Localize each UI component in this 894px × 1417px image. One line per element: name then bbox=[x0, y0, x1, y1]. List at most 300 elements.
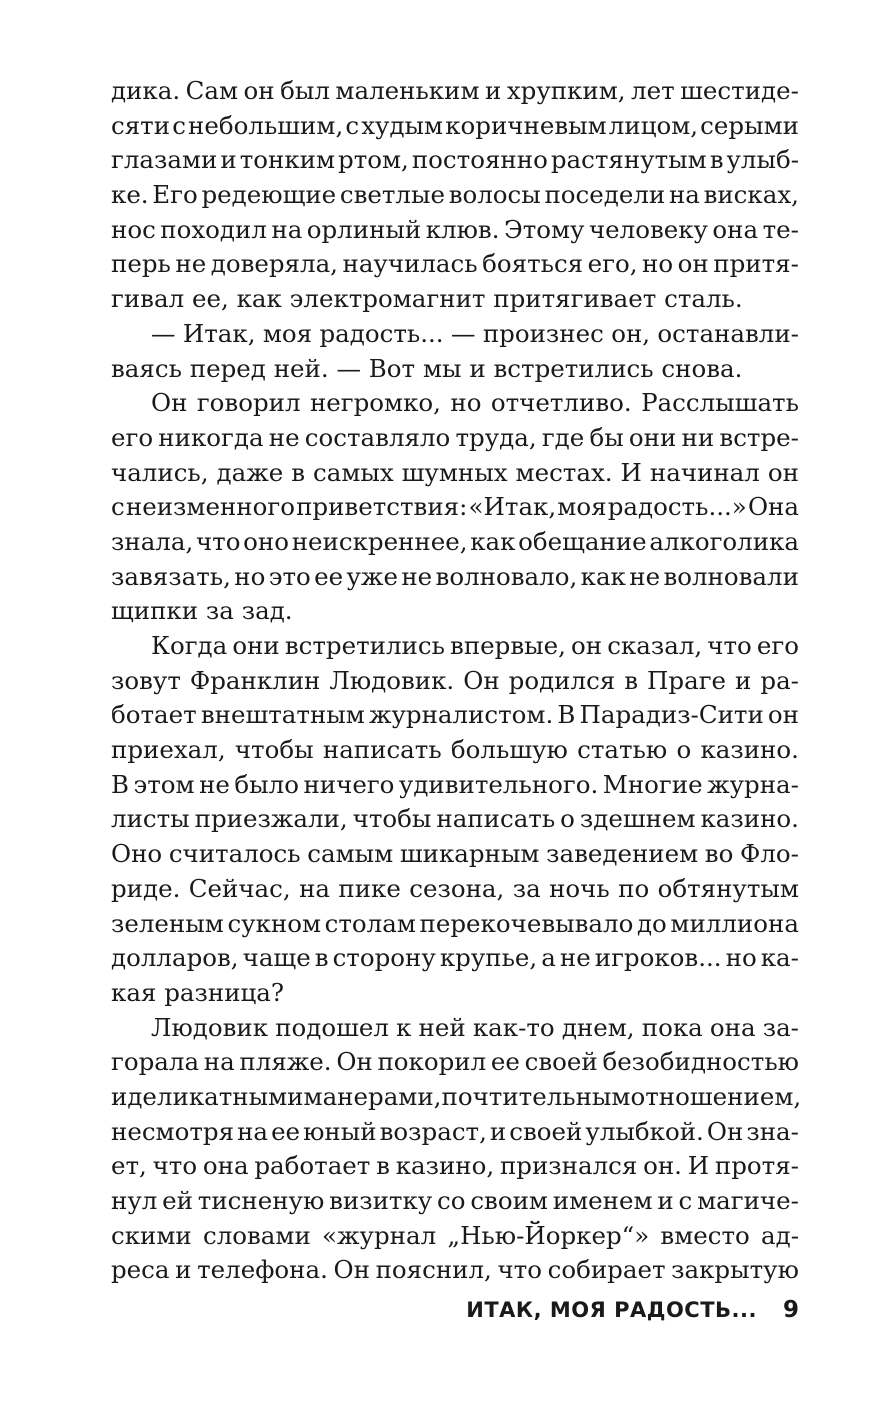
word: не bbox=[175, 249, 207, 279]
word: о bbox=[676, 735, 692, 765]
word: казино, bbox=[395, 1151, 495, 1181]
word: встре- bbox=[719, 422, 799, 452]
word: нос bbox=[111, 214, 156, 244]
word: она bbox=[202, 1151, 249, 1181]
word: «Итак, bbox=[468, 492, 557, 522]
word: он bbox=[767, 457, 799, 487]
word: моя bbox=[557, 492, 607, 522]
word: безобидностью bbox=[602, 1047, 799, 1077]
word: — bbox=[336, 353, 361, 383]
word: он. bbox=[643, 1151, 682, 1181]
word: перь bbox=[111, 249, 171, 279]
word: ее, bbox=[191, 284, 229, 314]
word: тисненую bbox=[197, 1186, 325, 1215]
word: Сейчас, bbox=[188, 873, 291, 903]
word: как bbox=[236, 284, 282, 314]
word: а bbox=[541, 943, 556, 973]
word: „Нью-Йоркер“» bbox=[447, 1220, 650, 1250]
word: что bbox=[152, 1151, 198, 1181]
word: за bbox=[512, 873, 541, 903]
word: в bbox=[291, 457, 306, 487]
text-line bbox=[111, 802, 799, 837]
word: словами bbox=[202, 1220, 311, 1250]
text-line bbox=[111, 594, 799, 629]
word: почтительным bbox=[441, 1081, 631, 1111]
word: не bbox=[199, 769, 230, 799]
text-line bbox=[111, 664, 799, 699]
word: бы bbox=[589, 422, 624, 452]
word: закрытую bbox=[671, 1255, 799, 1285]
word: по bbox=[618, 873, 650, 903]
word: как-то bbox=[472, 1012, 555, 1042]
word: его, bbox=[587, 249, 638, 279]
text-line bbox=[111, 247, 799, 282]
text-line bbox=[111, 629, 799, 664]
word: на bbox=[237, 1116, 269, 1146]
word: они bbox=[628, 422, 677, 452]
word: приезжали, bbox=[194, 804, 348, 834]
word: казино. bbox=[700, 804, 799, 834]
word: его bbox=[756, 631, 799, 660]
word: реса bbox=[111, 1255, 170, 1285]
word: завязать, bbox=[111, 561, 231, 591]
text-line bbox=[111, 1253, 799, 1288]
word: даже bbox=[216, 457, 284, 487]
word: те- bbox=[762, 214, 799, 244]
word: но bbox=[725, 943, 757, 973]
text-line bbox=[111, 560, 799, 595]
word: В bbox=[557, 700, 576, 730]
word: долларов, bbox=[111, 943, 239, 973]
word: сукном bbox=[227, 908, 322, 938]
word: научилась bbox=[342, 249, 478, 279]
word: заведением bbox=[546, 839, 699, 869]
word: с bbox=[172, 110, 186, 140]
word: было bbox=[234, 769, 299, 799]
word: в bbox=[376, 1151, 390, 1181]
word: где bbox=[541, 422, 585, 452]
word: за- bbox=[762, 1012, 799, 1042]
word: и bbox=[220, 145, 237, 175]
word: как bbox=[580, 561, 626, 591]
word: худым bbox=[361, 110, 444, 140]
word: оно bbox=[243, 526, 289, 556]
word: вместо bbox=[660, 1220, 750, 1250]
word: Людовик. bbox=[329, 665, 455, 695]
word: чаще bbox=[242, 943, 311, 973]
word: волосы bbox=[448, 180, 541, 210]
word: ад- bbox=[761, 1220, 799, 1250]
word: на bbox=[203, 1047, 235, 1077]
word: Он bbox=[336, 1047, 373, 1077]
word: шумных bbox=[401, 457, 508, 487]
word: чтобы bbox=[234, 735, 314, 765]
word: щипки bbox=[111, 596, 199, 626]
word: отчетливо. bbox=[490, 388, 632, 418]
word: гивал bbox=[111, 284, 185, 314]
word: телефона. bbox=[197, 1255, 328, 1285]
word: к bbox=[396, 1012, 412, 1042]
word: сезона, bbox=[409, 873, 505, 903]
word: горала bbox=[111, 1047, 200, 1077]
word: казино. bbox=[700, 735, 799, 765]
word: приветствия: bbox=[296, 492, 468, 522]
word: постоянно bbox=[411, 145, 548, 175]
word: ничего bbox=[303, 769, 395, 799]
word: зад. bbox=[241, 596, 293, 626]
word: признался bbox=[499, 1151, 638, 1181]
word: серыми bbox=[700, 110, 799, 140]
word: волновало, bbox=[435, 561, 578, 591]
word: несмотря bbox=[111, 1116, 235, 1146]
word: перекочевывало bbox=[419, 908, 634, 938]
word: походил bbox=[160, 214, 267, 244]
word: и bbox=[657, 1186, 674, 1215]
word: покорил bbox=[377, 1047, 487, 1077]
word: игроков... bbox=[594, 943, 722, 973]
word: визитку bbox=[329, 1186, 433, 1215]
word: Парадиз-Сити bbox=[579, 700, 764, 730]
word: но bbox=[450, 388, 482, 418]
word: ночь bbox=[549, 873, 610, 903]
word: ваясь bbox=[111, 353, 182, 383]
word: статью bbox=[577, 735, 668, 765]
word: лет bbox=[631, 76, 675, 105]
word: бояться bbox=[482, 249, 584, 279]
word: чались, bbox=[111, 457, 209, 487]
word: миллиона bbox=[670, 908, 799, 938]
word: волновали bbox=[663, 561, 799, 591]
word: внештатным bbox=[200, 700, 365, 730]
word: коричневым bbox=[445, 110, 607, 140]
word: Она bbox=[747, 492, 799, 522]
word: ботает bbox=[111, 700, 197, 730]
word: растянутым bbox=[550, 145, 707, 175]
word: удивительного. bbox=[398, 769, 599, 799]
text-line bbox=[111, 872, 799, 907]
word: Многие bbox=[602, 769, 703, 799]
word: днем, bbox=[561, 1012, 635, 1042]
text-line bbox=[111, 490, 799, 525]
word: притя- bbox=[713, 249, 799, 279]
word: сталь. bbox=[664, 284, 743, 314]
text-line bbox=[111, 352, 799, 387]
word: именем bbox=[552, 1186, 653, 1215]
word: риде. bbox=[111, 873, 181, 903]
word: В bbox=[111, 769, 130, 799]
word: обтянутым bbox=[657, 873, 799, 903]
text-line bbox=[111, 282, 799, 317]
word: с bbox=[678, 1186, 693, 1215]
word: радость... bbox=[319, 318, 444, 348]
word: редеющие bbox=[201, 180, 337, 210]
word: подошел bbox=[275, 1012, 389, 1042]
word: зеленым bbox=[111, 908, 224, 938]
word: листы bbox=[111, 804, 190, 834]
word: человеку bbox=[588, 214, 708, 244]
word: был bbox=[280, 76, 330, 105]
word: он bbox=[677, 249, 709, 279]
word: шестиде- bbox=[680, 76, 799, 105]
word: мы bbox=[422, 353, 462, 383]
word: Вот bbox=[368, 353, 416, 383]
word: написать bbox=[436, 804, 556, 834]
word: что bbox=[195, 526, 241, 556]
word: что bbox=[707, 631, 752, 660]
word: Этому bbox=[503, 214, 585, 244]
word: Сам bbox=[185, 76, 239, 105]
word: как bbox=[470, 526, 516, 556]
word: ее bbox=[314, 561, 344, 591]
word: журна- bbox=[707, 769, 799, 799]
word: но bbox=[234, 561, 266, 591]
word: ней bbox=[418, 1012, 466, 1042]
text-line bbox=[111, 109, 799, 144]
text-line bbox=[111, 768, 799, 803]
word: обещание bbox=[518, 526, 647, 556]
page-number: 9 bbox=[782, 1297, 799, 1323]
word: Праге bbox=[647, 665, 727, 695]
word: работает bbox=[254, 1151, 371, 1181]
word: никогда bbox=[158, 422, 264, 452]
word: она bbox=[709, 1012, 756, 1042]
word: останавли- bbox=[657, 318, 799, 348]
word: и bbox=[175, 1255, 192, 1285]
word: ни bbox=[681, 422, 715, 452]
word: встретились bbox=[493, 353, 654, 383]
text-line bbox=[111, 213, 799, 248]
text-line bbox=[111, 1011, 799, 1046]
text-line bbox=[111, 178, 799, 213]
word: но bbox=[642, 249, 674, 279]
word: притягивает bbox=[493, 284, 657, 314]
word: это bbox=[268, 561, 311, 591]
text-line bbox=[111, 386, 799, 421]
word: улыб- bbox=[726, 145, 799, 175]
word: на bbox=[299, 873, 330, 903]
text-line bbox=[111, 941, 799, 976]
word: хрупким, bbox=[506, 76, 626, 105]
word: ее bbox=[271, 1116, 301, 1146]
word: не bbox=[559, 943, 591, 973]
word: лицом, bbox=[608, 110, 699, 140]
word: неискреннее, bbox=[291, 526, 468, 556]
word: пока bbox=[641, 1012, 703, 1042]
word: они bbox=[232, 631, 280, 660]
word: пляже. bbox=[239, 1047, 332, 1077]
word: уже bbox=[346, 561, 398, 591]
word: столам bbox=[324, 908, 416, 938]
word: ей bbox=[162, 1186, 193, 1215]
word: алкоголика bbox=[649, 526, 799, 556]
page-footer bbox=[111, 1290, 799, 1330]
word: небольшим, bbox=[188, 110, 344, 140]
word: И bbox=[620, 457, 642, 487]
word: с bbox=[345, 110, 360, 140]
word: Он bbox=[151, 388, 188, 418]
word: Расслышать bbox=[641, 388, 799, 418]
word: улыбкой. bbox=[585, 1116, 704, 1146]
word: разница? bbox=[164, 977, 285, 1007]
word: его bbox=[111, 422, 154, 452]
text-line bbox=[111, 733, 799, 768]
word: кая bbox=[111, 977, 157, 1007]
word: манерами, bbox=[303, 1081, 442, 1111]
word: глазами bbox=[111, 145, 218, 175]
word: своим bbox=[470, 1186, 548, 1215]
word: Людовик bbox=[151, 1012, 269, 1042]
word: журналистом. bbox=[368, 700, 554, 730]
word: не bbox=[401, 561, 433, 591]
word: сказал, bbox=[607, 631, 703, 660]
word: снова. bbox=[661, 353, 743, 383]
word: своей bbox=[524, 1047, 598, 1077]
word: ке. bbox=[111, 180, 149, 210]
word: в bbox=[709, 145, 724, 175]
text-line bbox=[111, 1080, 802, 1115]
word: и bbox=[469, 353, 486, 383]
word: что bbox=[497, 1255, 542, 1285]
word: он bbox=[767, 700, 799, 730]
word: в bbox=[314, 943, 329, 973]
word: во bbox=[704, 839, 734, 869]
text-line bbox=[111, 837, 799, 872]
text-line bbox=[111, 74, 799, 109]
word: радость...» bbox=[607, 492, 747, 522]
word: она bbox=[712, 214, 759, 244]
word: Он bbox=[463, 665, 500, 695]
word: не bbox=[629, 561, 661, 591]
word: маленьким bbox=[335, 76, 480, 105]
word: Франклин bbox=[189, 665, 321, 695]
word: поседели bbox=[544, 180, 666, 210]
word: протя- bbox=[714, 1151, 799, 1181]
word: самых bbox=[312, 457, 394, 487]
word: и bbox=[111, 1081, 128, 1111]
body-text bbox=[111, 74, 802, 1288]
word: сяти bbox=[111, 110, 171, 140]
word: перед bbox=[189, 353, 266, 383]
word: ртом, bbox=[338, 145, 409, 175]
word: — bbox=[450, 318, 476, 348]
word: здешнем bbox=[579, 804, 696, 834]
word: Оно bbox=[111, 839, 163, 869]
word: дика. bbox=[111, 76, 181, 105]
word: впервые, bbox=[450, 631, 566, 660]
word: ет, bbox=[111, 1151, 147, 1181]
word: до bbox=[636, 908, 667, 938]
word: считалось bbox=[168, 839, 301, 869]
word: крупье, bbox=[439, 943, 538, 973]
text-line bbox=[111, 525, 799, 560]
word: ра- bbox=[760, 665, 799, 695]
word: он, bbox=[611, 318, 651, 348]
word: написать bbox=[322, 735, 442, 765]
word: собирает bbox=[547, 1255, 666, 1285]
word: отношением, bbox=[630, 1081, 802, 1111]
word: на bbox=[271, 214, 303, 244]
word: Его bbox=[152, 180, 198, 210]
word: Он bbox=[706, 1116, 744, 1146]
word: труда, bbox=[455, 422, 537, 452]
word: ка- bbox=[760, 943, 799, 973]
word: начинал bbox=[649, 457, 760, 487]
text-line bbox=[111, 421, 799, 456]
word: возраст, bbox=[379, 1116, 487, 1146]
text-line bbox=[111, 1115, 799, 1150]
word: ней. bbox=[273, 353, 329, 383]
word: магиче- bbox=[697, 1186, 799, 1215]
word: зна- bbox=[746, 1116, 799, 1146]
word: пояснил, bbox=[375, 1255, 492, 1285]
word: — bbox=[151, 318, 176, 348]
word: говорил bbox=[196, 388, 301, 418]
word: в bbox=[624, 665, 639, 695]
text-line bbox=[111, 1184, 799, 1219]
word: Итак, bbox=[182, 318, 256, 348]
word: и bbox=[735, 665, 752, 695]
word: произнес bbox=[482, 318, 604, 348]
word: светлые bbox=[339, 180, 445, 210]
word: неизменного bbox=[125, 492, 295, 522]
word: и bbox=[484, 76, 502, 105]
word: большую bbox=[450, 735, 568, 765]
word: деликатными bbox=[127, 1081, 304, 1111]
running-head: ИТАК, МОЯ РАДОСТЬ... bbox=[466, 1298, 757, 1322]
word: тонким bbox=[239, 145, 336, 175]
word: орлиный bbox=[306, 214, 422, 244]
word: этом bbox=[133, 769, 195, 799]
text-line bbox=[111, 143, 799, 178]
word: на bbox=[668, 180, 700, 210]
text-line bbox=[111, 698, 799, 733]
text-line bbox=[111, 317, 799, 352]
word: шикарным bbox=[399, 839, 540, 869]
word: сторону bbox=[332, 943, 436, 973]
text-line bbox=[111, 456, 799, 491]
word: с bbox=[111, 492, 125, 522]
word: негромко, bbox=[309, 388, 441, 418]
word: Он bbox=[333, 1255, 370, 1285]
word: Когда bbox=[151, 631, 228, 660]
word: зовут bbox=[111, 665, 181, 695]
word: он bbox=[243, 76, 275, 105]
text-line bbox=[111, 976, 799, 1011]
word: встретились bbox=[284, 631, 445, 660]
word: юный bbox=[303, 1116, 377, 1146]
word: не bbox=[268, 422, 300, 452]
text-line bbox=[111, 907, 799, 942]
word: своей bbox=[509, 1116, 583, 1146]
word: знала, bbox=[111, 526, 194, 556]
word: моя bbox=[262, 318, 313, 348]
word: чтобы bbox=[352, 804, 432, 834]
word: Фло- bbox=[739, 839, 799, 869]
word: доверяла, bbox=[210, 249, 338, 279]
word: о bbox=[560, 804, 575, 834]
word: И bbox=[687, 1151, 710, 1181]
word: родился bbox=[508, 665, 616, 695]
word: клюв. bbox=[425, 214, 500, 244]
word: со bbox=[437, 1186, 466, 1215]
word: «журнал bbox=[322, 1220, 437, 1250]
word: самым bbox=[307, 839, 394, 869]
word: скими bbox=[111, 1220, 192, 1250]
word: висках, bbox=[703, 180, 799, 210]
word: составляло bbox=[304, 422, 451, 452]
text-line bbox=[111, 1219, 799, 1254]
word: нул bbox=[111, 1186, 158, 1215]
